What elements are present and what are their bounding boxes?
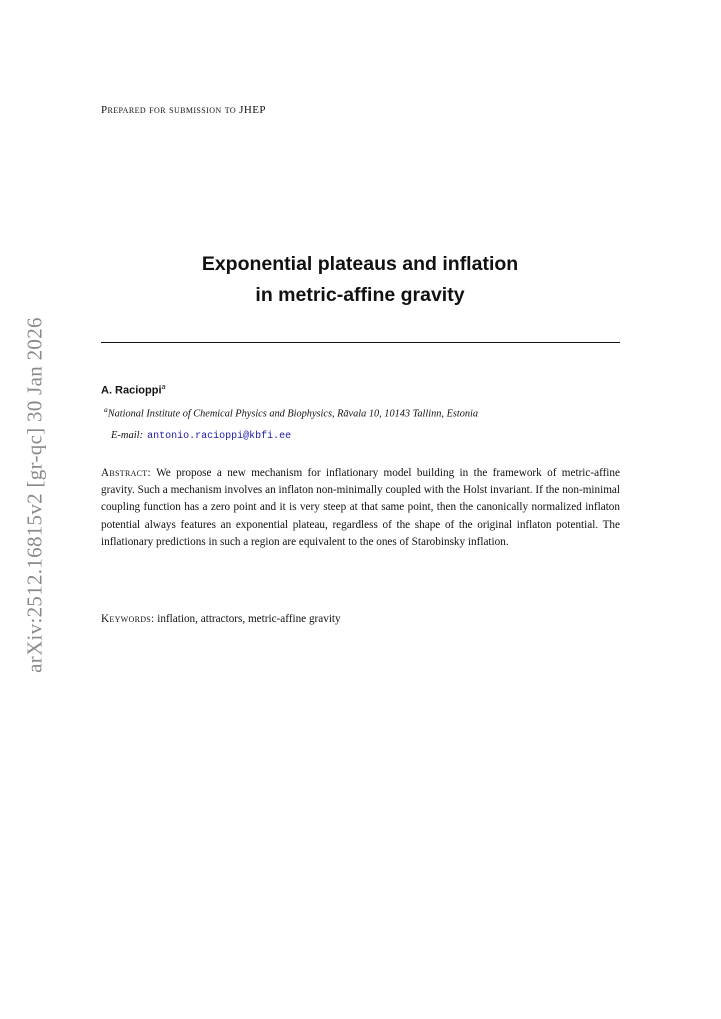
keywords-text: inflation, attractors, metric-affine gravity: [157, 613, 341, 625]
affiliation-mark: a: [104, 405, 108, 414]
submission-note: Prepared for submission to JHEP: [101, 104, 266, 116]
author-name: A. Racioppi: [101, 384, 162, 397]
affiliation-text: National Institute of Chemical Physics and Biophysics, Rāvala 10, 10143 Tallinn, Estonia: [107, 408, 479, 420]
keywords-label: Keywords:: [101, 613, 155, 625]
email-line: [111, 430, 291, 442]
title-line-1: Exponential plateaus and inflation: [201, 253, 519, 275]
abstract: [101, 465, 620, 551]
keywords: [101, 611, 620, 628]
affiliation: [104, 405, 478, 419]
arxiv-identifier-stamp: arXiv:2512.16815v2 [gr-qc] 30 Jan 2026: [22, 317, 47, 673]
author: [101, 382, 166, 397]
title-divider: [101, 342, 620, 343]
abstract-label: Abstract:: [101, 467, 151, 479]
email-label: E-mail:: [111, 430, 144, 441]
abstract-text: We propose a new mechanism for inflationary model building in the framework of metric-affine gravity. Such a mechanism involves an inflaton non-minimally coupled with the Holst invariant. If the non-minimal coupling function has a zero point and it is very steep at that same point, then the canonically normalized inflaton potential always features an exponential plateau, regardless of the shape of the original inflaton potential. The inflationary predictions in such a region are equivalent to the ones of Starobinsky inflation.: [101, 467, 620, 548]
title-line-2: in metric-affine gravity: [255, 284, 465, 306]
paper-title: [100, 249, 620, 311]
author-affiliation-mark: a: [161, 382, 166, 391]
email-link[interactable]: antonio.racioppi@kbfi.ee: [147, 431, 292, 442]
